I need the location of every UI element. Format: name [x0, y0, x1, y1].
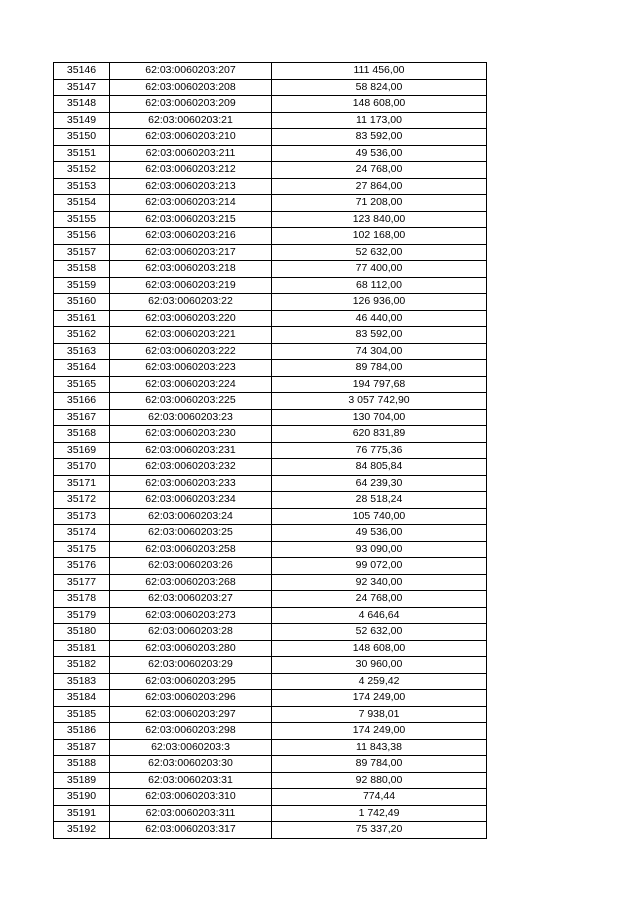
row-number-cell: 35168 — [54, 426, 110, 443]
cadastral-number-cell: 62:03:0060203:24 — [110, 508, 272, 525]
table-row — [54, 360, 487, 377]
row-number-cell: 35152 — [54, 162, 110, 179]
table-row — [54, 327, 487, 344]
amount-cell: 75 337,20 — [272, 822, 487, 839]
table-row — [54, 475, 487, 492]
table-row — [54, 822, 487, 839]
table-row — [54, 723, 487, 740]
table-row — [54, 79, 487, 96]
table-row — [54, 426, 487, 443]
amount-cell: 64 239,30 — [272, 475, 487, 492]
amount-cell: 105 740,00 — [272, 508, 487, 525]
cadastral-number-cell: 62:03:0060203:29 — [110, 657, 272, 674]
cadastral-number-cell: 62:03:0060203:207 — [110, 63, 272, 80]
amount-cell: 111 456,00 — [272, 63, 487, 80]
table-row — [54, 211, 487, 228]
table-row — [54, 690, 487, 707]
amount-cell: 89 784,00 — [272, 360, 487, 377]
amount-cell: 102 168,00 — [272, 228, 487, 245]
table-row — [54, 129, 487, 146]
cadastral-number-cell: 62:03:0060203:280 — [110, 640, 272, 657]
amount-cell: 123 840,00 — [272, 211, 487, 228]
table-row — [54, 277, 487, 294]
cadastral-number-cell: 62:03:0060203:27 — [110, 591, 272, 608]
row-number-cell: 35161 — [54, 310, 110, 327]
table-row — [54, 756, 487, 773]
row-number-cell: 35171 — [54, 475, 110, 492]
row-number-cell: 35169 — [54, 442, 110, 459]
amount-cell: 174 249,00 — [272, 723, 487, 740]
row-number-cell: 35172 — [54, 492, 110, 509]
cadastral-number-cell: 62:03:0060203:3 — [110, 739, 272, 756]
table-row — [54, 343, 487, 360]
row-number-cell: 35184 — [54, 690, 110, 707]
cadastral-number-cell: 62:03:0060203:30 — [110, 756, 272, 773]
table-row — [54, 228, 487, 245]
table-row — [54, 673, 487, 690]
cadastral-number-cell: 62:03:0060203:28 — [110, 624, 272, 641]
amount-cell: 99 072,00 — [272, 558, 487, 575]
cadastral-number-cell: 62:03:0060203:298 — [110, 723, 272, 740]
table-row — [54, 739, 487, 756]
row-number-cell: 35160 — [54, 294, 110, 311]
cadastral-number-cell: 62:03:0060203:311 — [110, 805, 272, 822]
amount-cell: 11 843,38 — [272, 739, 487, 756]
cadastral-number-cell: 62:03:0060203:217 — [110, 244, 272, 261]
row-number-cell: 35186 — [54, 723, 110, 740]
amount-cell: 1 742,49 — [272, 805, 487, 822]
row-number-cell: 35180 — [54, 624, 110, 641]
amount-cell: 89 784,00 — [272, 756, 487, 773]
row-number-cell: 35173 — [54, 508, 110, 525]
row-number-cell: 35146 — [54, 63, 110, 80]
amount-cell: 68 112,00 — [272, 277, 487, 294]
table-row — [54, 376, 487, 393]
table-row — [54, 558, 487, 575]
cadastral-number-cell: 62:03:0060203:258 — [110, 541, 272, 558]
cadastral-number-cell: 62:03:0060203:224 — [110, 376, 272, 393]
amount-cell: 84 805,84 — [272, 459, 487, 476]
cadastral-number-cell: 62:03:0060203:25 — [110, 525, 272, 542]
cadastral-number-cell: 62:03:0060203:268 — [110, 574, 272, 591]
row-number-cell: 35163 — [54, 343, 110, 360]
row-number-cell: 35157 — [54, 244, 110, 261]
cadastral-number-cell: 62:03:0060203:23 — [110, 409, 272, 426]
table-body — [54, 63, 487, 839]
row-number-cell: 35153 — [54, 178, 110, 195]
row-number-cell: 35167 — [54, 409, 110, 426]
cadastral-number-cell: 62:03:0060203:221 — [110, 327, 272, 344]
cadastral-number-cell: 62:03:0060203:215 — [110, 211, 272, 228]
row-number-cell: 35166 — [54, 393, 110, 410]
table-row — [54, 574, 487, 591]
amount-cell: 27 864,00 — [272, 178, 487, 195]
row-number-cell: 35189 — [54, 772, 110, 789]
amount-cell: 28 518,24 — [272, 492, 487, 509]
table-row — [54, 244, 487, 261]
row-number-cell: 35187 — [54, 739, 110, 756]
row-number-cell: 35175 — [54, 541, 110, 558]
row-number-cell: 35174 — [54, 525, 110, 542]
row-number-cell: 35178 — [54, 591, 110, 608]
row-number-cell: 35192 — [54, 822, 110, 839]
row-number-cell: 35176 — [54, 558, 110, 575]
row-number-cell: 35164 — [54, 360, 110, 377]
row-number-cell: 35156 — [54, 228, 110, 245]
amount-cell: 92 340,00 — [272, 574, 487, 591]
cadastral-number-cell: 62:03:0060203:208 — [110, 79, 272, 96]
table-row — [54, 112, 487, 129]
cadastral-number-cell: 62:03:0060203:223 — [110, 360, 272, 377]
cadastral-number-cell: 62:03:0060203:26 — [110, 558, 272, 575]
row-number-cell: 35159 — [54, 277, 110, 294]
cadastral-number-cell: 62:03:0060203:218 — [110, 261, 272, 278]
amount-cell: 71 208,00 — [272, 195, 487, 212]
table-row — [54, 591, 487, 608]
row-number-cell: 35155 — [54, 211, 110, 228]
amount-cell: 7 938,01 — [272, 706, 487, 723]
amount-cell: 3 057 742,90 — [272, 393, 487, 410]
table-row — [54, 492, 487, 509]
row-number-cell: 35149 — [54, 112, 110, 129]
cadastral-number-cell: 62:03:0060203:21 — [110, 112, 272, 129]
amount-cell: 30 960,00 — [272, 657, 487, 674]
amount-cell: 46 440,00 — [272, 310, 487, 327]
row-number-cell: 35148 — [54, 96, 110, 113]
amount-cell: 58 824,00 — [272, 79, 487, 96]
amount-cell: 194 797,68 — [272, 376, 487, 393]
cadastral-number-cell: 62:03:0060203:296 — [110, 690, 272, 707]
row-number-cell: 35183 — [54, 673, 110, 690]
row-number-cell: 35150 — [54, 129, 110, 146]
row-number-cell: 35177 — [54, 574, 110, 591]
row-number-cell: 35188 — [54, 756, 110, 773]
row-number-cell: 35185 — [54, 706, 110, 723]
amount-cell: 49 536,00 — [272, 145, 487, 162]
cadastral-number-cell: 62:03:0060203:297 — [110, 706, 272, 723]
amount-cell: 83 592,00 — [272, 327, 487, 344]
amount-cell: 93 090,00 — [272, 541, 487, 558]
table-row — [54, 657, 487, 674]
cadastral-number-cell: 62:03:0060203:230 — [110, 426, 272, 443]
table-row — [54, 145, 487, 162]
cadastral-number-cell: 62:03:0060203:219 — [110, 277, 272, 294]
table-row — [54, 624, 487, 641]
amount-cell: 774,44 — [272, 789, 487, 806]
row-number-cell: 35170 — [54, 459, 110, 476]
amount-cell: 74 304,00 — [272, 343, 487, 360]
cadastral-number-cell: 62:03:0060203:220 — [110, 310, 272, 327]
data-table — [53, 62, 487, 839]
cadastral-number-cell: 62:03:0060203:209 — [110, 96, 272, 113]
row-number-cell: 35191 — [54, 805, 110, 822]
amount-cell: 83 592,00 — [272, 129, 487, 146]
amount-cell: 76 775,36 — [272, 442, 487, 459]
table-row — [54, 442, 487, 459]
cadastral-number-cell: 62:03:0060203:317 — [110, 822, 272, 839]
amount-cell: 77 400,00 — [272, 261, 487, 278]
cadastral-number-cell: 62:03:0060203:210 — [110, 129, 272, 146]
amount-cell: 148 608,00 — [272, 96, 487, 113]
table-row — [54, 178, 487, 195]
table-row — [54, 525, 487, 542]
row-number-cell: 35158 — [54, 261, 110, 278]
amount-cell: 4 259,42 — [272, 673, 487, 690]
row-number-cell: 35151 — [54, 145, 110, 162]
table-row — [54, 261, 487, 278]
table-row — [54, 706, 487, 723]
cadastral-number-cell: 62:03:0060203:22 — [110, 294, 272, 311]
amount-cell: 126 936,00 — [272, 294, 487, 311]
table-row — [54, 541, 487, 558]
table-row — [54, 459, 487, 476]
cadastral-number-cell: 62:03:0060203:213 — [110, 178, 272, 195]
cadastral-number-cell: 62:03:0060203:225 — [110, 393, 272, 410]
row-number-cell: 35162 — [54, 327, 110, 344]
amount-cell: 24 768,00 — [272, 591, 487, 608]
table-row — [54, 607, 487, 624]
table-row — [54, 640, 487, 657]
table-row — [54, 508, 487, 525]
cadastral-number-cell: 62:03:0060203:273 — [110, 607, 272, 624]
cadastral-number-cell: 62:03:0060203:31 — [110, 772, 272, 789]
table-row — [54, 805, 487, 822]
row-number-cell: 35154 — [54, 195, 110, 212]
cadastral-number-cell: 62:03:0060203:232 — [110, 459, 272, 476]
cadastral-number-cell: 62:03:0060203:214 — [110, 195, 272, 212]
table-row — [54, 63, 487, 80]
amount-cell: 92 880,00 — [272, 772, 487, 789]
cadastral-number-cell: 62:03:0060203:216 — [110, 228, 272, 245]
table-row — [54, 294, 487, 311]
table-row — [54, 393, 487, 410]
amount-cell: 148 608,00 — [272, 640, 487, 657]
amount-cell: 49 536,00 — [272, 525, 487, 542]
row-number-cell: 35190 — [54, 789, 110, 806]
row-number-cell: 35147 — [54, 79, 110, 96]
row-number-cell: 35165 — [54, 376, 110, 393]
row-number-cell: 35182 — [54, 657, 110, 674]
row-number-cell: 35179 — [54, 607, 110, 624]
cadastral-number-cell: 62:03:0060203:233 — [110, 475, 272, 492]
row-number-cell: 35181 — [54, 640, 110, 657]
amount-cell: 174 249,00 — [272, 690, 487, 707]
amount-cell: 24 768,00 — [272, 162, 487, 179]
cadastral-number-cell: 62:03:0060203:231 — [110, 442, 272, 459]
cadastral-number-cell: 62:03:0060203:310 — [110, 789, 272, 806]
table-row — [54, 772, 487, 789]
cadastral-number-cell: 62:03:0060203:212 — [110, 162, 272, 179]
cadastral-number-cell: 62:03:0060203:222 — [110, 343, 272, 360]
amount-cell: 4 646,64 — [272, 607, 487, 624]
amount-cell: 11 173,00 — [272, 112, 487, 129]
cadastral-number-cell: 62:03:0060203:211 — [110, 145, 272, 162]
table-row — [54, 409, 487, 426]
amount-cell: 52 632,00 — [272, 624, 487, 641]
table-row — [54, 789, 487, 806]
cadastral-number-cell: 62:03:0060203:295 — [110, 673, 272, 690]
table-row — [54, 310, 487, 327]
amount-cell: 52 632,00 — [272, 244, 487, 261]
table-row — [54, 162, 487, 179]
table-row — [54, 195, 487, 212]
amount-cell: 620 831,89 — [272, 426, 487, 443]
table-row — [54, 96, 487, 113]
amount-cell: 130 704,00 — [272, 409, 487, 426]
cadastral-number-cell: 62:03:0060203:234 — [110, 492, 272, 509]
